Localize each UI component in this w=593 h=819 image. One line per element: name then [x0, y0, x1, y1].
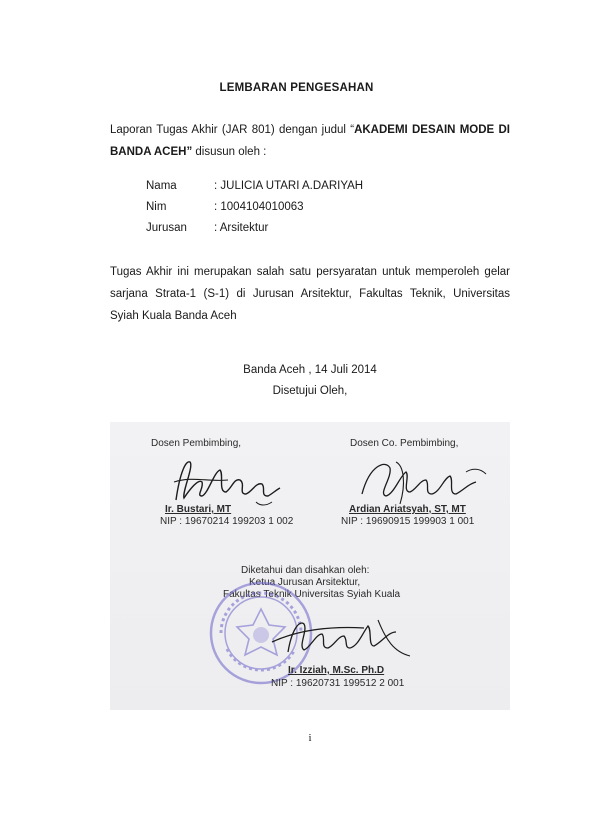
info-label: Nim — [146, 201, 167, 213]
info-value: : 1004104010063 — [214, 201, 304, 213]
approved-by-label: Disetujui Oleh, — [272, 385, 348, 397]
head-name: Ir. Izziah, M.Sc. Ph.D — [288, 665, 385, 676]
info-row-name — [146, 180, 363, 201]
head-nip: NIP : 19620731 199512 2 001 — [271, 678, 405, 689]
place-date: Banda Aceh , 14 Juli 2014 — [243, 364, 377, 376]
co-advisor-nip: NIP : 19690915 199903 1 001 — [341, 516, 475, 527]
advisor-name: Ir. Bustari, MT — [165, 504, 232, 515]
purpose-line: Tugas Akhir ini merupakan salah satu persyaratan untuk memperoleh gelar — [110, 266, 510, 278]
purpose-line: sarjana Strata-1 (S-1) di Jurusan Arsitektur, Fakultas Teknik, Universitas — [110, 288, 510, 300]
info-row-nim — [146, 201, 363, 222]
info-label: Nama — [146, 180, 177, 192]
acknowledgement-line: Diketahui dan disahkan oleh: — [241, 565, 370, 576]
intro-prefix: Laporan Tugas Akhir (JAR 801) dengan judul “ — [110, 124, 355, 136]
co-advisor-role: Dosen Co. Pembimbing, — [350, 438, 459, 449]
advisor-nip: NIP : 19670214 199203 1 002 — [160, 516, 294, 527]
info-row-department — [146, 222, 363, 243]
head-signature-icon — [268, 612, 418, 664]
intro-suffix: disusun oleh : — [192, 146, 267, 158]
info-value: : JULICIA UTARI A.DARIYAH — [214, 180, 364, 192]
info-value: : Arsitektur — [214, 222, 269, 234]
advisor-role: Dosen Pembimbing, — [151, 438, 242, 449]
thesis-title: AKADEMI DESAIN MODE DI BANDA ACEH” — [110, 124, 510, 158]
student-info — [146, 180, 363, 243]
advisor-signature-icon — [168, 452, 288, 510]
acknowledgement-line: Fakultas Teknik Universitas Syiah Kuala — [223, 589, 401, 600]
page-number: i — [308, 732, 312, 744]
purpose-line: Syiah Kuala Banda Aceh — [110, 310, 237, 322]
intro-paragraph — [110, 119, 510, 163]
page-title: LEMBARAN PENGESAHAN — [219, 82, 374, 94]
signature-scan — [110, 422, 510, 710]
purpose-paragraph — [110, 261, 510, 327]
info-label: Jurusan — [146, 222, 187, 234]
acknowledgement-line: Ketua Jurusan Arsitektur, — [249, 577, 361, 588]
co-advisor-signature-icon — [356, 454, 491, 509]
co-advisor-name: Ardian Ariatsyah, ST, MT — [349, 504, 466, 515]
